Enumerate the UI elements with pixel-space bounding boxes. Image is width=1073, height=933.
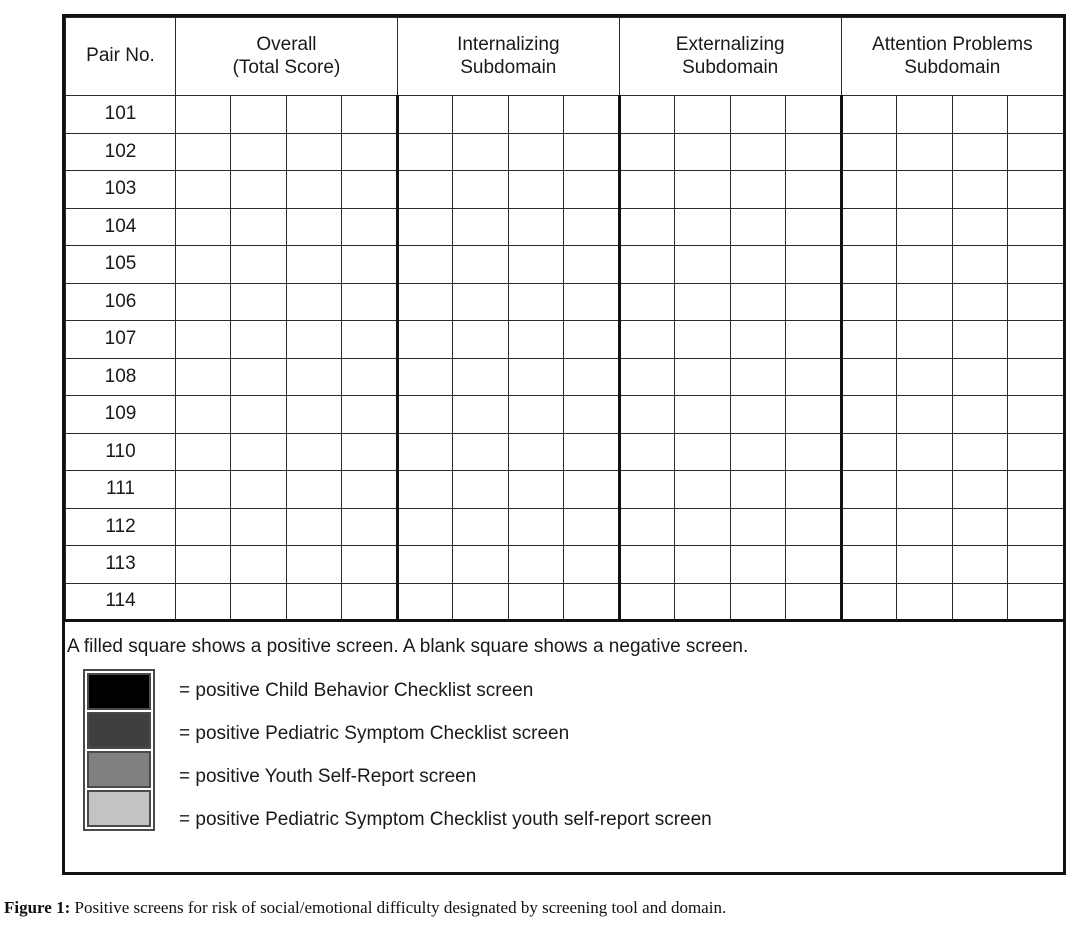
screen-cell-negative <box>730 96 785 134</box>
screen-cell-negative <box>730 583 785 621</box>
screen-cell-positive <box>564 433 619 471</box>
screen-cell-negative <box>952 96 1007 134</box>
row-header-pair-no: 109 <box>66 396 176 434</box>
figure-caption-text: Positive screens for risk of social/emotional difficulty designated by screening tool and domain. <box>70 898 727 917</box>
screen-cell-negative <box>564 358 619 396</box>
screen-cell-negative <box>1008 171 1063 209</box>
group-header-line1: Externalizing <box>675 33 785 55</box>
screen-cell-negative <box>952 208 1007 246</box>
screen-cell-positive <box>675 96 730 134</box>
legend-entry-child-behavior-checklist: = positive Child Behavior Checklist screen <box>179 679 534 701</box>
screen-cell-negative <box>342 583 397 621</box>
screen-cell-negative <box>342 96 397 134</box>
screen-cell-negative <box>453 171 508 209</box>
screen-cell-positive <box>952 508 1007 546</box>
screen-cell-negative <box>508 358 563 396</box>
legend-swatch-black <box>87 673 151 710</box>
screen-cell-negative <box>786 583 841 621</box>
screen-cell-negative <box>897 546 952 584</box>
screen-cell-negative <box>286 246 341 284</box>
screen-cell-negative <box>730 171 785 209</box>
screen-cell-negative <box>231 396 286 434</box>
row-header-pair-no: 113 <box>66 546 176 584</box>
screen-cell-negative <box>508 583 563 621</box>
screen-cell-positive <box>841 96 896 134</box>
screen-cell-negative <box>841 246 896 284</box>
screen-cell-negative <box>952 246 1007 284</box>
screen-cell-positive <box>231 433 286 471</box>
screen-cell-negative <box>952 358 1007 396</box>
table-row <box>66 246 1064 284</box>
screen-cell-positive <box>286 471 341 509</box>
screen-cell-negative <box>508 546 563 584</box>
screen-cell-positive <box>619 96 674 134</box>
screen-cell-negative <box>508 246 563 284</box>
table-row <box>66 96 1064 134</box>
screen-cell-negative <box>730 433 785 471</box>
screen-cell-negative <box>176 283 231 321</box>
screen-cell-negative <box>564 208 619 246</box>
screen-cell-negative <box>1008 246 1063 284</box>
column-group-header-overall <box>176 18 398 96</box>
screen-cell-negative <box>231 583 286 621</box>
screen-cell-positive <box>675 471 730 509</box>
screen-cell-negative <box>453 96 508 134</box>
screen-cell-negative <box>286 283 341 321</box>
screen-cell-positive <box>508 171 563 209</box>
table-row <box>66 283 1064 321</box>
screen-cell-negative <box>841 133 896 171</box>
screen-cell-negative <box>619 546 674 584</box>
screen-cell-negative <box>453 246 508 284</box>
screen-cell-negative <box>508 433 563 471</box>
row-header-pair-no: 112 <box>66 508 176 546</box>
screen-cell-negative <box>397 283 452 321</box>
legend-entries <box>65 669 1063 841</box>
screen-cell-negative <box>342 246 397 284</box>
screen-cell-negative <box>286 208 341 246</box>
screen-cell-positive <box>508 508 563 546</box>
screen-cell-negative <box>675 283 730 321</box>
screen-cell-negative <box>1008 208 1063 246</box>
table-row <box>66 321 1064 359</box>
screen-cell-negative <box>176 546 231 584</box>
screen-cell-negative <box>286 321 341 359</box>
screen-cell-negative <box>564 471 619 509</box>
screen-cell-negative <box>786 208 841 246</box>
screen-cell-negative <box>564 583 619 621</box>
screen-cell-negative <box>1008 133 1063 171</box>
screen-cell-negative <box>453 283 508 321</box>
legend-swatch-dark-gray <box>87 712 151 749</box>
screen-cell-negative <box>730 321 785 359</box>
screen-cell-positive <box>397 96 452 134</box>
screen-cell-negative <box>619 208 674 246</box>
screen-cell-negative <box>619 246 674 284</box>
screen-cell-negative <box>231 133 286 171</box>
row-header-pair-no: 103 <box>66 171 176 209</box>
screen-cell-negative <box>453 133 508 171</box>
screen-cell-negative <box>397 321 452 359</box>
table-row <box>66 358 1064 396</box>
screen-cell-negative <box>675 396 730 434</box>
screen-cell-negative <box>1008 358 1063 396</box>
screen-cell-negative <box>176 358 231 396</box>
screen-cell-negative <box>342 283 397 321</box>
legend-entry-psc-youth-self-report: = positive Pediatric Symptom Checklist youth self-report screen <box>179 808 712 830</box>
column-group-header-internalizing <box>397 18 619 96</box>
screen-cell-negative <box>897 583 952 621</box>
screen-cell-positive <box>176 96 231 134</box>
group-header-line2: (Total Score) <box>232 56 341 78</box>
screen-cell-negative <box>619 358 674 396</box>
screen-cell-negative <box>952 546 1007 584</box>
screen-cell-positive <box>286 171 341 209</box>
screen-cell-positive <box>675 508 730 546</box>
screen-cell-negative <box>619 583 674 621</box>
screen-cell-negative <box>176 208 231 246</box>
screen-cell-negative <box>342 508 397 546</box>
screen-cell-negative <box>453 583 508 621</box>
screen-cell-negative <box>231 358 286 396</box>
screen-cell-negative <box>897 208 952 246</box>
screen-cell-positive <box>841 471 896 509</box>
screen-cell-negative <box>342 133 397 171</box>
screen-cell-negative <box>176 583 231 621</box>
screen-cell-negative <box>730 396 785 434</box>
row-header-pair-no: 106 <box>66 283 176 321</box>
screen-cell-negative <box>453 208 508 246</box>
table-row <box>66 171 1064 209</box>
screen-cell-negative <box>786 171 841 209</box>
screen-cell-negative <box>397 133 452 171</box>
screen-cell-negative <box>841 433 896 471</box>
screen-cell-positive <box>508 396 563 434</box>
screen-cell-negative <box>841 396 896 434</box>
screen-cell-negative <box>1008 283 1063 321</box>
screen-cell-negative <box>897 321 952 359</box>
screen-cell-negative <box>286 546 341 584</box>
screen-cell-negative <box>841 508 896 546</box>
screen-cell-negative <box>564 283 619 321</box>
screen-cell-negative <box>1008 96 1063 134</box>
screen-cell-negative <box>952 321 1007 359</box>
row-header-pair-no: 108 <box>66 358 176 396</box>
column-group-header-attention-problems <box>841 18 1063 96</box>
screen-cell-negative <box>619 283 674 321</box>
screen-cell-negative <box>841 208 896 246</box>
screen-cell-negative <box>730 358 785 396</box>
group-header-line2: Subdomain <box>460 56 557 78</box>
screen-cell-negative <box>453 546 508 584</box>
screen-cell-negative <box>342 208 397 246</box>
screen-cell-positive <box>176 396 231 434</box>
screen-cell-positive <box>176 471 231 509</box>
group-header-line2: Subdomain <box>682 56 779 78</box>
screen-cell-negative <box>841 546 896 584</box>
figure-caption <box>4 898 1064 918</box>
screen-cell-negative <box>564 396 619 434</box>
screen-cell-negative <box>730 283 785 321</box>
screen-cell-negative <box>397 171 452 209</box>
screen-cell-positive <box>286 396 341 434</box>
legend-note: A filled square shows a positive screen. A blank square shows a negative screen. <box>67 636 749 657</box>
screen-cell-negative <box>619 396 674 434</box>
screen-cell-negative <box>176 171 231 209</box>
screen-cell-positive <box>176 433 231 471</box>
screen-cell-negative <box>508 133 563 171</box>
screen-cell-positive <box>453 433 508 471</box>
table-row <box>66 471 1064 509</box>
screen-cell-positive <box>397 471 452 509</box>
screen-cell-negative <box>397 546 452 584</box>
screen-cell-negative <box>675 133 730 171</box>
screen-cell-negative <box>342 321 397 359</box>
screen-cell-negative <box>342 358 397 396</box>
screen-cell-negative <box>508 283 563 321</box>
screen-cell-negative <box>786 358 841 396</box>
screen-cell-negative <box>675 583 730 621</box>
screen-cell-negative <box>619 321 674 359</box>
screen-cell-negative <box>786 96 841 134</box>
screen-cell-negative <box>730 208 785 246</box>
legend-entry-pediatric-symptom-checklist: = positive Pediatric Symptom Checklist screen <box>179 722 570 744</box>
table-body <box>66 96 1064 621</box>
screen-cell-negative <box>786 283 841 321</box>
screen-cell-negative <box>564 171 619 209</box>
table-row <box>66 433 1064 471</box>
screen-cell-negative <box>841 358 896 396</box>
screen-cell-negative <box>786 546 841 584</box>
screen-cell-negative <box>231 246 286 284</box>
screen-cell-negative <box>286 583 341 621</box>
screen-cell-negative <box>786 396 841 434</box>
screen-cell-positive <box>397 433 452 471</box>
screen-cell-negative <box>1008 546 1063 584</box>
row-header-pair-no: 111 <box>66 471 176 509</box>
group-header-line1: Attention Problems <box>872 33 1033 55</box>
screen-cell-negative <box>952 396 1007 434</box>
screen-cell-negative <box>397 583 452 621</box>
screen-cell-negative <box>397 246 452 284</box>
screen-cell-negative <box>176 246 231 284</box>
screen-cell-positive <box>730 471 785 509</box>
screen-cell-negative <box>564 546 619 584</box>
table-row <box>66 546 1064 584</box>
screen-cell-negative <box>841 171 896 209</box>
table-row <box>66 396 1064 434</box>
table-row <box>66 583 1064 621</box>
screen-cell-negative <box>897 246 952 284</box>
row-header-pair-no: 104 <box>66 208 176 246</box>
screen-cell-positive <box>453 508 508 546</box>
figure-panel <box>62 14 1066 875</box>
row-header-pair-no: 114 <box>66 583 176 621</box>
row-header-pair-no: 102 <box>66 133 176 171</box>
screen-cell-negative <box>286 433 341 471</box>
legend-entry-youth-self-report: = positive Youth Self-Report screen <box>179 765 477 787</box>
screen-cell-negative <box>619 171 674 209</box>
screen-cell-negative <box>897 508 952 546</box>
row-header-pair-no: 101 <box>66 96 176 134</box>
table-row <box>66 508 1064 546</box>
screen-cell-positive <box>508 208 563 246</box>
screen-cell-negative <box>730 508 785 546</box>
screen-cell-negative <box>952 433 1007 471</box>
screen-cell-negative <box>897 171 952 209</box>
row-header-pair-no: 110 <box>66 433 176 471</box>
screen-cell-negative <box>453 396 508 434</box>
screen-cell-positive <box>1008 433 1063 471</box>
legend-panel <box>65 622 1063 872</box>
screen-cell-negative <box>1008 396 1063 434</box>
screen-cell-negative <box>231 171 286 209</box>
screen-cell-negative <box>841 283 896 321</box>
screen-cell-negative <box>564 133 619 171</box>
screen-cell-negative <box>897 133 952 171</box>
screen-cell-negative <box>342 396 397 434</box>
screen-cell-negative <box>897 396 952 434</box>
screen-cell-positive <box>231 96 286 134</box>
screen-cell-positive <box>397 208 452 246</box>
screen-cell-negative <box>952 283 1007 321</box>
screen-cell-negative <box>952 583 1007 621</box>
screen-cell-negative <box>453 321 508 359</box>
screen-cell-negative <box>286 96 341 134</box>
screen-cell-negative <box>786 133 841 171</box>
screen-cell-negative <box>231 283 286 321</box>
screen-cell-negative <box>508 321 563 359</box>
screen-cell-negative <box>397 508 452 546</box>
screen-cell-negative <box>786 433 841 471</box>
screen-cell-negative <box>1008 583 1063 621</box>
column-header-pair-no: Pair No. <box>66 18 176 96</box>
screen-cell-negative <box>841 321 896 359</box>
screen-cell-negative <box>952 171 1007 209</box>
screen-cell-positive <box>231 471 286 509</box>
screen-cell-negative <box>730 546 785 584</box>
screen-cell-positive <box>453 471 508 509</box>
legend-swatch-light-gray <box>87 790 151 827</box>
screen-cell-negative <box>176 508 231 546</box>
screening-results-table <box>65 17 1063 622</box>
screen-cell-negative <box>897 433 952 471</box>
screen-cell-negative <box>231 321 286 359</box>
figure-number: Figure 1: <box>4 898 71 917</box>
screen-cell-positive <box>397 396 452 434</box>
screen-cell-negative <box>508 96 563 134</box>
legend-swatch-medium-gray <box>87 751 151 788</box>
column-group-header-externalizing <box>619 18 841 96</box>
screen-cell-negative <box>786 246 841 284</box>
screen-cell-negative <box>786 508 841 546</box>
screen-cell-positive <box>897 96 952 134</box>
screen-cell-negative <box>619 433 674 471</box>
screen-cell-positive <box>231 508 286 546</box>
screen-cell-negative <box>841 583 896 621</box>
row-header-pair-no: 107 <box>66 321 176 359</box>
screen-cell-negative <box>786 321 841 359</box>
screen-cell-positive <box>342 433 397 471</box>
screen-cell-negative <box>342 171 397 209</box>
screen-cell-negative <box>897 283 952 321</box>
group-header-line1: Overall <box>256 33 317 55</box>
screen-cell-positive <box>397 358 452 396</box>
screen-cell-negative <box>675 208 730 246</box>
screen-cell-negative <box>564 246 619 284</box>
screen-cell-negative <box>897 358 952 396</box>
screen-cell-negative <box>564 321 619 359</box>
legend-swatch-stack <box>83 669 155 831</box>
screen-cell-negative <box>286 133 341 171</box>
screen-cell-negative <box>564 508 619 546</box>
screen-cell-positive <box>286 508 341 546</box>
screen-cell-negative <box>952 133 1007 171</box>
screen-cell-positive <box>786 471 841 509</box>
screen-cell-negative <box>675 171 730 209</box>
screen-cell-positive <box>675 321 730 359</box>
screen-cell-negative <box>564 96 619 134</box>
screen-cell-negative <box>730 246 785 284</box>
screen-cell-negative <box>286 358 341 396</box>
screen-cell-negative <box>453 358 508 396</box>
screen-cell-negative <box>176 321 231 359</box>
screen-cell-positive <box>619 471 674 509</box>
screen-cell-negative <box>675 433 730 471</box>
screen-cell-negative <box>897 471 952 509</box>
screen-cell-positive <box>342 471 397 509</box>
screen-cell-negative <box>675 546 730 584</box>
screen-cell-positive <box>952 471 1007 509</box>
screen-cell-negative <box>176 133 231 171</box>
screen-cell-negative <box>619 133 674 171</box>
table-header-row <box>66 18 1064 96</box>
table-header <box>66 18 1064 96</box>
screen-cell-negative <box>675 358 730 396</box>
table-row <box>66 133 1064 171</box>
screen-cell-negative <box>1008 321 1063 359</box>
row-header-pair-no: 105 <box>66 246 176 284</box>
screen-cell-negative <box>619 508 674 546</box>
screen-cell-negative <box>231 546 286 584</box>
group-header-line1: Internalizing <box>457 33 560 55</box>
screen-cell-negative <box>1008 508 1063 546</box>
screen-cell-positive <box>508 471 563 509</box>
screen-cell-negative <box>1008 471 1063 509</box>
group-header-line2: Subdomain <box>904 56 1001 78</box>
table-row <box>66 208 1064 246</box>
screen-cell-negative <box>342 546 397 584</box>
screen-cell-negative <box>231 208 286 246</box>
screen-cell-negative <box>730 133 785 171</box>
screen-cell-negative <box>675 246 730 284</box>
